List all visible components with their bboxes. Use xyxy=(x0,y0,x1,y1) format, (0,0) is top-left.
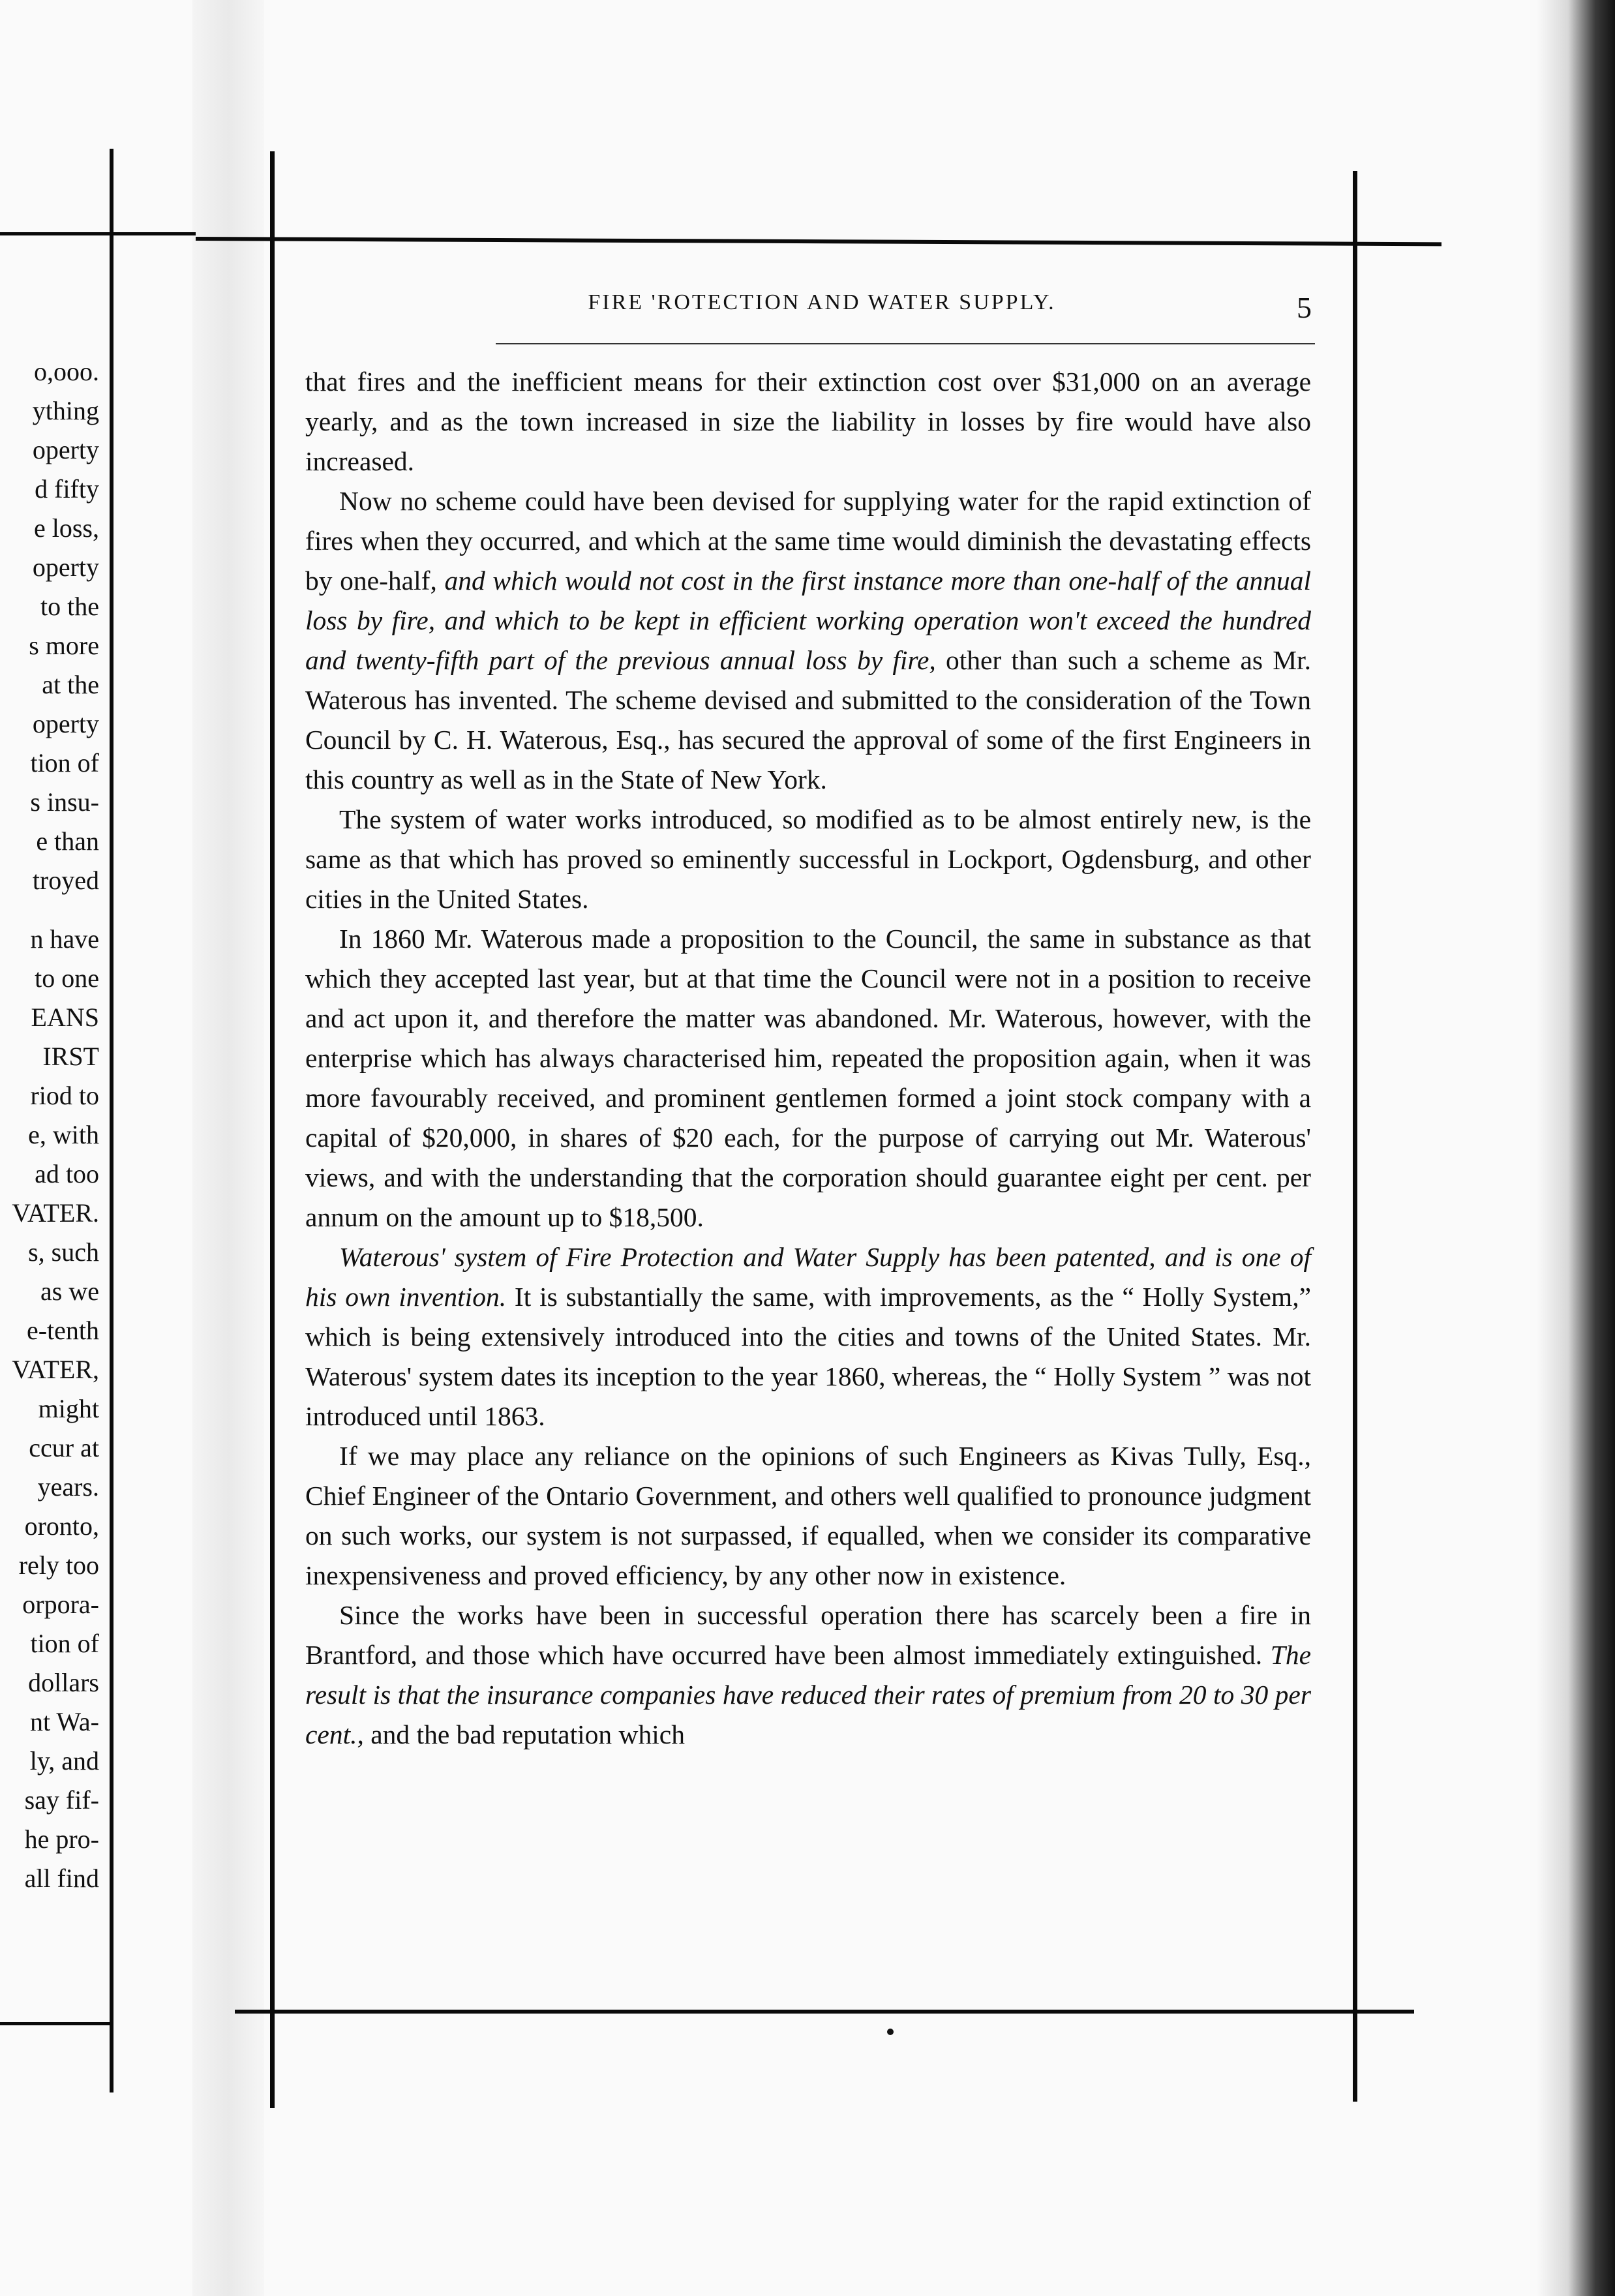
paragraph xyxy=(305,481,1311,800)
body-text xyxy=(305,362,1311,1755)
left-page-line: might xyxy=(38,1394,99,1423)
left-page-line: operty xyxy=(32,709,99,738)
text-run: In 1860 Mr. Waterous made a proposition to the Council, the same in substance as that which they accepted last year, but at that time the Council were not in a position to receive and act upon it, and therefore the matter was abandoned. Mr. Waterous, however, with the enterprise which has always characterised him, repeated the proposition again, when it was more favourably received, and prominent gentlemen formed a joint stock company with a capital of $20,000, in shares of $20 each, for the purpose of carrying out Mr. Waterous' views, and with the understanding that the corporation should guarantee eight per cent. per annum on the amount up to $18,500. xyxy=(305,924,1311,1232)
page-number: 5 xyxy=(1297,291,1312,324)
paragraph xyxy=(305,919,1311,1237)
ink-dot xyxy=(887,2029,894,2035)
rule-frame-top xyxy=(196,237,1441,246)
left-page-line: VATER, xyxy=(12,1355,99,1384)
paragraph xyxy=(305,362,1311,481)
paragraph xyxy=(305,1237,1311,1436)
text-run: other than such a scheme as Mr. Waterous has invented. The scheme devised and submitted to the consideration of the Town Council by C. H. Waterous, Esq., has secured the approval of some of the first Engineers in this country as well as in the State of New York. xyxy=(305,645,1311,794)
left-page-line: orpora- xyxy=(22,1590,99,1619)
left-page-line: riod to xyxy=(30,1081,99,1110)
left-page-line: dollars xyxy=(28,1668,99,1697)
left-page-line: tion of xyxy=(30,1629,99,1658)
left-page-line: ad too xyxy=(35,1159,99,1188)
text-run: It is substantially the same, with improvements, as the “ Holly System,” which is being extensively introduced into the cities and towns of the United States. Mr. Waterous' system dates its inception to the year 1860, whereas, the “ Holly System ” was not introduced until 1863. xyxy=(305,1282,1311,1431)
left-page-line: operty xyxy=(32,435,99,464)
italic-run: Waterous' system of Fire Protection and Water Supply has been patented, and is one of his own invention. xyxy=(305,1242,1311,1312)
left-page-line: at the xyxy=(42,670,99,699)
text-run: Since the works have been in successful operation there has scarcely been a fire in Brantford, and those which have occurred have been almost immediately extinguished. xyxy=(305,1600,1311,1670)
left-page-line: EANS xyxy=(31,1003,99,1032)
rule-frame-left-vertical xyxy=(270,151,275,2108)
left-page-line: d fifty xyxy=(35,474,99,504)
rule-left-page-bottom xyxy=(0,2022,112,2025)
left-page-line: e, with xyxy=(28,1120,99,1149)
italic-run: and which would not cost in the first instance more than one-half of the annual loss by fire, and which to be kept in efficient working operation won't exceed the hundred and twenty-fifth part of the previous annual loss by fire, xyxy=(305,566,1311,675)
text-run: If we may place any reliance on the opinions of such Engineers as Kivas Tully, Esq., Chief Engineer of the Ontario Government, and others well qualified to pronounce judgment on such works, our system is not surpassed, if equalled, when we consider its comparative inexpensiveness and proved efficiency, by any other now in existence. xyxy=(305,1441,1311,1590)
left-page-line: as we xyxy=(40,1276,99,1306)
left-page-gap xyxy=(0,900,99,920)
paragraph xyxy=(305,800,1311,919)
left-page-line: IRST xyxy=(42,1042,99,1071)
italic-run: The result is that the insurance companies have reduced their rates of premium from 20 to 30 per cent., xyxy=(305,1640,1311,1749)
left-page-line: he pro- xyxy=(24,1824,99,1854)
left-page-line: ccur at xyxy=(29,1433,99,1462)
running-header: FIRE 'ROTECTION AND WATER SUPPLY. xyxy=(588,290,1056,314)
left-page-line: ly, and xyxy=(29,1746,99,1775)
left-page-line: ything xyxy=(32,396,99,425)
left-page-line: say fif- xyxy=(24,1785,99,1815)
left-page-line: n have xyxy=(30,924,99,954)
left-page-line: s more xyxy=(29,631,99,660)
text-run: that fires and the inefficient means for their extinction cost over $31,000 on an average yearly, and as the town increased in size the liability in losses by fire would have also increased. xyxy=(305,367,1311,476)
page-gutter-shadow xyxy=(192,0,264,2296)
left-page-line: e loss, xyxy=(34,513,99,543)
paragraph xyxy=(305,1595,1311,1755)
rule-left-page-vertical xyxy=(110,149,113,2092)
left-page-fragments xyxy=(0,352,99,1898)
left-page-line: tion of xyxy=(30,748,99,778)
left-page-line: o,ooo. xyxy=(34,357,99,386)
left-page-line: all find xyxy=(24,1864,99,1893)
left-page-line: e-tenth xyxy=(26,1316,99,1345)
scan-edge xyxy=(1537,0,1615,2296)
left-page-line: nt Wa- xyxy=(29,1707,99,1736)
text-run: The system of water works introduced, so modified as to be almost entirely new, is the same as that which has proved so eminently successful in Lockport, Ogdensburg, and other cities in the United States. xyxy=(305,804,1311,914)
left-page-line: VATER. xyxy=(12,1198,99,1228)
rule-header-underline xyxy=(496,343,1315,344)
paragraph xyxy=(305,1436,1311,1595)
left-page-line: troyed xyxy=(32,866,99,895)
text-run: and the bad reputation which xyxy=(363,1719,685,1749)
left-page-line: rely too xyxy=(18,1550,99,1580)
left-page-line: years. xyxy=(37,1472,99,1502)
left-page-line: e than xyxy=(36,826,99,856)
text-run: Now no scheme could have been devised for supplying water for the rapid extinction of fires when they occurred, and which at the same time would diminish the devastating effects by one-half, xyxy=(305,486,1311,596)
left-page-line: to one xyxy=(35,963,99,993)
rule-frame-right-vertical xyxy=(1353,171,1357,2102)
left-page-line: operty xyxy=(32,552,99,582)
rule-left-page-top xyxy=(0,232,196,235)
rule-frame-bottom xyxy=(235,2010,1414,2014)
left-page-line: s insu- xyxy=(30,787,99,817)
left-page-line: to the xyxy=(40,592,99,621)
left-page-line: s, such xyxy=(28,1237,99,1267)
left-page-line: oronto, xyxy=(24,1511,99,1541)
